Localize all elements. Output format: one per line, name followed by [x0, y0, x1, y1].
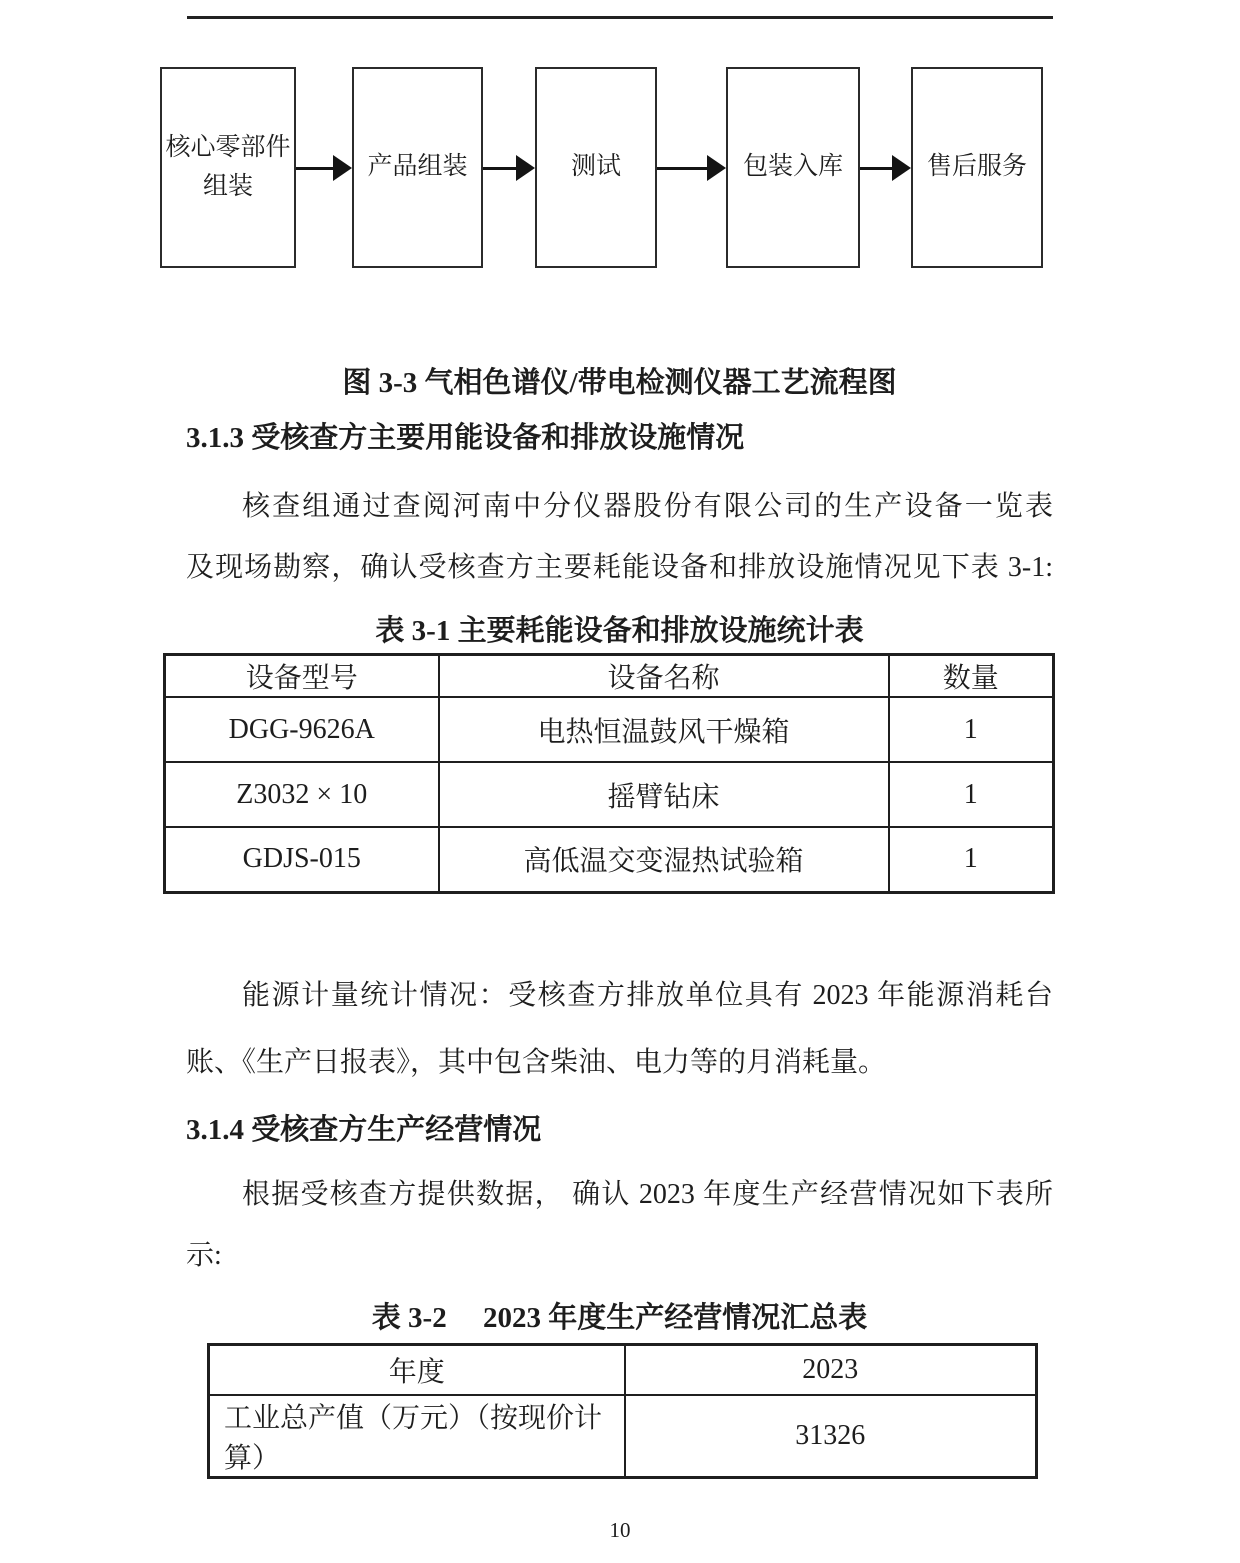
paragraph-line: 账、《生产日报表》，其中包含柴油、电力等的月消耗量。 — [186, 1047, 887, 1078]
table-cell: 工业总产值（万元）（按现价计算） — [209, 1395, 625, 1478]
table-cell: Z3032 × 10 — [165, 762, 439, 827]
table-cell: DGG-9626A — [165, 697, 439, 762]
table-cell: 1 — [889, 697, 1054, 762]
table-cell: 高低温交变湿热试验箱 — [439, 827, 889, 892]
header-rule — [187, 16, 1053, 19]
flow-step-after-sales — [911, 67, 1043, 268]
page-number: 10 — [609, 1518, 631, 1542]
paragraph-line: 示: — [186, 1240, 222, 1271]
flow-step-label: 核心零部件组装 — [165, 133, 291, 200]
paragraph-line: 及现场勘察，确认受核查方主要耗能设备和排放设施情况见下表 3-1: — [186, 552, 1053, 583]
table-cell: GDJS-015 — [165, 827, 439, 892]
section-heading-3-1-3: 3.1.3 受核查方主要用能设备和排放设施情况 — [186, 422, 745, 454]
arrow-right-icon — [657, 154, 726, 182]
table-3-1-caption: 表 3-1 主要耗能设备和排放设施统计表 — [375, 615, 864, 647]
table-cell: 31326 — [625, 1395, 1037, 1478]
arrow-right-icon — [296, 154, 352, 182]
flow-step-label: 产品组装 — [367, 153, 468, 181]
table-3-2-caption: 表 3-2 2023 年度生产经营情况汇总表 — [371, 1302, 868, 1334]
table-cell: 1 — [889, 762, 1054, 827]
arrow-right-icon — [860, 154, 911, 182]
table-row — [209, 1345, 1037, 1395]
figure-caption: 图 3-3 气相色谱仪/带电检测仪器工艺流程图 — [342, 367, 897, 399]
table-cell: 年度 — [209, 1345, 625, 1395]
paragraph-line: 能源计量统计情况：受核查方排放单位具有 2023 年能源消耗台 — [242, 980, 1053, 1011]
flow-step-label: 包装入库 — [742, 153, 843, 181]
paragraph-line: 核查组通过查阅河南中分仪器股份有限公司的生产设备一览表 — [242, 491, 1053, 522]
table-row — [209, 1395, 1037, 1478]
energy-equipment-table — [163, 653, 1055, 894]
flow-step-product-assembly — [352, 67, 483, 268]
table-cell: 电热恒温鼓风干燥箱 — [439, 697, 889, 762]
table-header-row — [165, 655, 1054, 698]
flow-step-core-assembly — [160, 67, 296, 268]
arrow-right-icon — [483, 154, 535, 182]
flow-step-packaging — [726, 67, 860, 268]
table-cell: 摇臂钻床 — [439, 762, 889, 827]
table-row — [165, 762, 1054, 827]
table-cell: 2023 — [625, 1345, 1037, 1395]
process-flowchart — [160, 67, 1043, 268]
paragraph-line: 根据受核查方提供数据， 确认 2023 年度生产经营情况如下表所 — [242, 1179, 1053, 1210]
table-cell: 1 — [889, 827, 1054, 892]
section-heading-3-1-4: 3.1.4 受核查方生产经营情况 — [186, 1114, 542, 1146]
table-header-cell: 设备名称 — [439, 655, 889, 698]
flow-step-testing — [535, 67, 657, 268]
table-header-cell: 数量 — [889, 655, 1054, 698]
flow-step-label: 测试 — [570, 153, 621, 181]
flow-step-label: 售后服务 — [926, 153, 1027, 181]
production-summary-table — [207, 1343, 1038, 1479]
table-header-cell: 设备型号 — [165, 655, 439, 698]
table-row — [165, 697, 1054, 762]
table-row — [165, 827, 1054, 892]
